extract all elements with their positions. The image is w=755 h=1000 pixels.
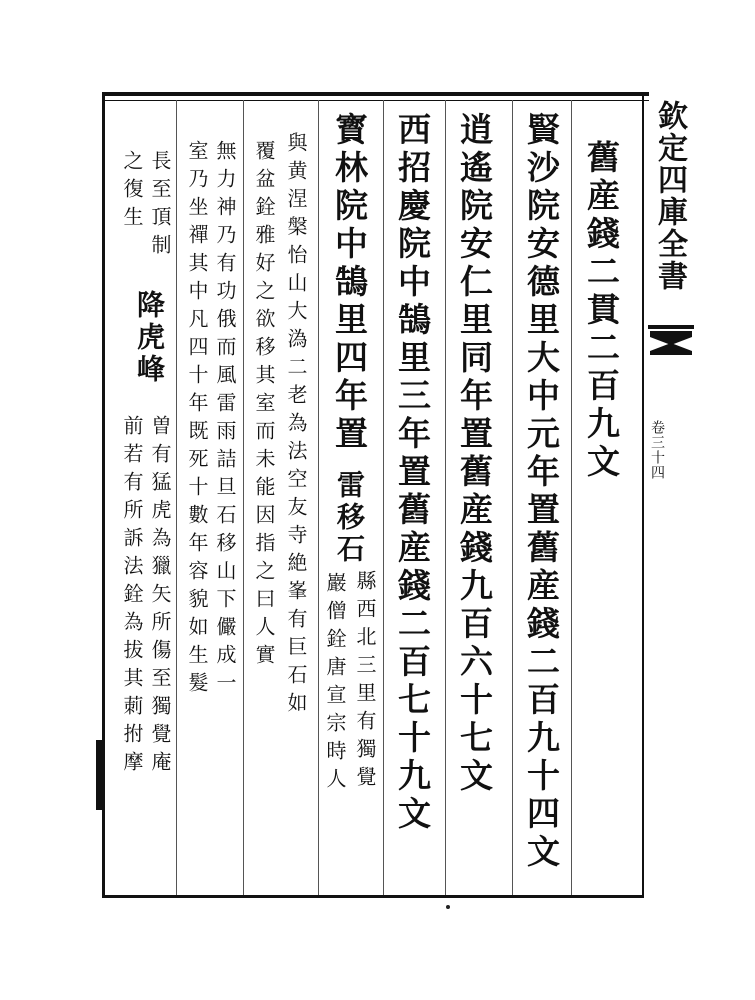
tiger-note-a: 曽有猛虎為獵矢所傷至獨覺庵 (148, 415, 172, 779)
tiger-note-b: 前若有所訴法銓為拔其莿拊摩 (120, 415, 144, 779)
frame-top-inner-rule (104, 100, 649, 101)
fish-tail-mark (648, 325, 694, 357)
frame-left-mark (96, 740, 105, 810)
place-note-a: 縣西北三里有獨覺 (353, 570, 377, 794)
text-column-3: 逍遙院安仁里同年置舊産錢九百六十七文 (455, 112, 494, 796)
tiger-note-top-b: 之復生 (120, 150, 144, 234)
book-title: 欽定四庫全書 (652, 100, 687, 292)
text-column-2: 賢沙院安德里大中元年置舊産錢二百九十四文 (522, 112, 561, 872)
frame-right-rule (642, 92, 644, 898)
column-divider (512, 100, 513, 895)
text-column-1: 舊産錢二貫二百九文 (582, 140, 621, 482)
column-divider (176, 100, 177, 895)
column-divider (243, 100, 244, 895)
juan-label: 卷三十四 (649, 420, 665, 480)
frame-top-rule (104, 92, 649, 96)
note-column-2: 覆盆銓雅好之欲移其室而未能因指之曰人實 (252, 140, 276, 672)
ink-spot (446, 905, 450, 909)
frame-bottom-rule (104, 895, 642, 898)
text-column-5: 寳林院中鵠里四年置 (330, 112, 369, 454)
note-column-1: 與黄涅槃怡山大溈二老為法空友寺絶峯有巨石如 (284, 132, 308, 720)
note-column-4: 室乃坐禪其中凡四十年既死十數年容貌如生髮 (185, 140, 209, 700)
column-divider (571, 100, 572, 895)
tiger-note-top-a: 長至頂制 (148, 150, 172, 262)
place-title-rock: 雷移石 (333, 470, 366, 566)
note-column-3: 無力神乃有功俄而風雷雨詰旦石移山下儼成一 (213, 140, 237, 700)
column-divider (318, 100, 319, 895)
text-column-4: 西招慶院中鵠里三年置舊産錢二百七十九文 (393, 112, 432, 834)
column-divider (383, 100, 384, 895)
column-divider (445, 100, 446, 895)
place-note-b: 巖僧銓唐宣宗時人 (323, 572, 347, 796)
tiger-peak-title: 降虎峰 (133, 290, 166, 386)
